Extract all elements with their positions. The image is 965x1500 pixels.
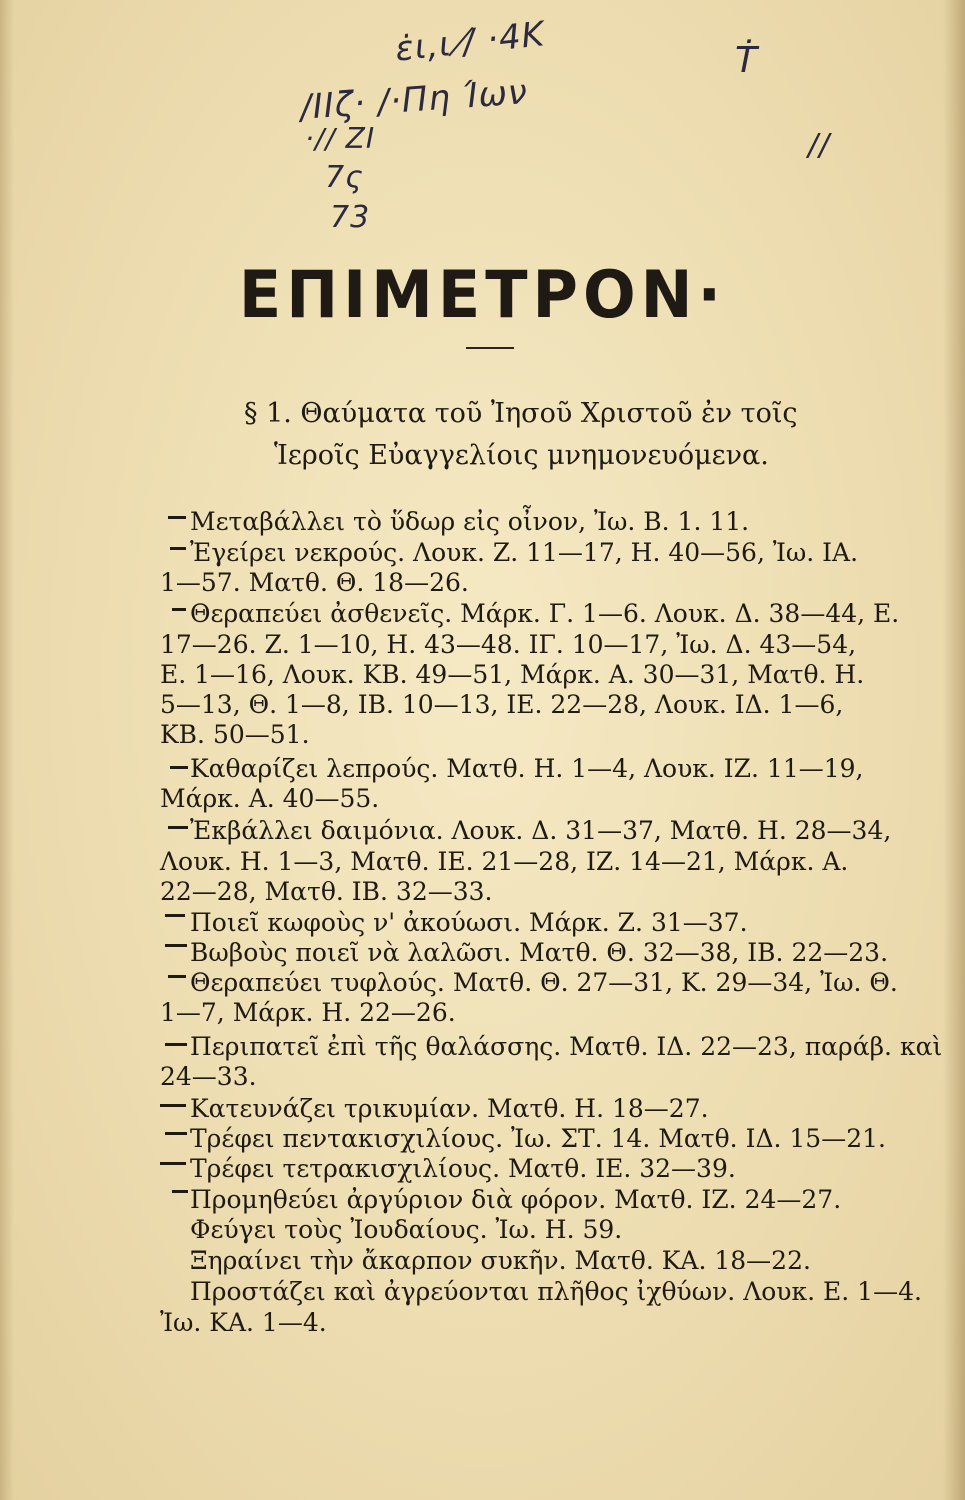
handwritten-note-2: /ΙΙζ· /·Πη Ίων [298,72,530,128]
text-line: Λουκ. Η. 1—3, Ματθ. ΙΕ. 21—28, ΙΖ. 14—21, Μάρκ. Α. [160,847,849,876]
text-line: 24—33. [160,1062,257,1091]
text-line: Τρέφει πεντακισχιλίους. Ἰω. ΣΤ. 14. Ματθ. ΙΔ. 15—21. [190,1124,886,1153]
text-line: Περιπατεῖ ἐπὶ τῆς θαλάσσης. Ματθ. ΙΔ. 22—23, παράβ. καὶ [190,1032,943,1061]
pen-dash-mark [160,1162,186,1165]
handwritten-note-3: ·// ΖΙ [305,122,376,155]
text-line: Ε. 1—16, Λουκ. ΚΒ. 49—51, Μάρκ. Α. 30—31, Ματθ. Η. [160,660,865,689]
pen-dash-mark [165,1043,187,1046]
pen-dash-mark [170,547,186,550]
pen-dash-mark [172,1190,188,1193]
pen-dash-mark [170,766,188,769]
text-line: Ποιεῖ κωφοὺς ν' ἀκούωσι. Μάρκ. Ζ. 31—37. [190,908,748,937]
section-title-line-2: Ἱεροῖς Εὐαγγελίοις μνημονευόμενα. [274,440,769,471]
text-line: 1—57. Ματθ. Θ. 18—26. [160,568,469,597]
handwritten-note-4: 7ς [325,160,364,195]
text-line: Καθαρίζει λεπρούς. Ματθ. Η. 1—4, Λουκ. ΙΖ. 11—19, [190,754,864,783]
section-title-line-1: § 1. Θαύματα τοῦ Ἰησοῦ Χριστοῦ ἐν τοῖς [244,398,798,429]
text-line: Θεραπεύει τυφλούς. Ματθ. Θ. 27—31, Κ. 29—34, Ἰω. Θ. [190,968,898,997]
pen-dash-mark [165,944,187,947]
pen-dash-mark [172,608,186,611]
pen-dash-mark [165,914,185,917]
handwritten-mark-right: Ṫ [735,40,758,81]
text-line: Ἰω. ΚΑ. 1—4. [160,1308,327,1337]
text-line: ΚΒ. 50—51. [160,720,310,749]
text-line: Ἐκβάλλει δαιμόνια. Λουκ. Δ. 31—37, Ματθ. Η. 28—34, [190,816,892,845]
text-line: Προμηθεύει ἀργύριον διὰ φόρον. Ματθ. ΙΖ. 24—27. [190,1185,842,1214]
page-edge-right [943,0,965,1500]
pen-dash-mark [168,826,188,829]
page-heading: ΕΠΙΜΕΤΡΟΝ· [238,256,727,333]
page-edge-left [0,0,14,1500]
text-line: Φεύγει τοὺς Ἰουδαίους. Ἰω. Η. 59. [190,1215,623,1244]
text-line: Ἐγείρει νεκρούς. Λουκ. Ζ. 11—17, Η. 40—56, Ἰω. ΙΑ. [190,538,859,567]
text-line: Μάρκ. Α. 40—55. [160,784,380,813]
text-line: 5—13, Θ. 1—8, ΙΒ. 10—13, ΙΕ. 22—28, Λουκ. ΙΔ. 1—6, [160,690,844,719]
text-line: Θεραπεύει ἀσθενεῖς. Μάρκ. Γ. 1—6. Λουκ. Δ. 38—44, Ε. [190,599,900,628]
pen-dash-mark [160,1104,186,1107]
text-line: 17—26. Ζ. 1—10, Η. 43—48. ΙΓ. 10—17, Ἰω. Δ. 43—54, [160,630,857,659]
text-line: Βωβοὺς ποιεῖ νὰ λαλῶσι. Ματθ. Θ. 32—38, ΙΒ. 22—23. [190,938,889,967]
handwritten-slash-mark: // [808,128,831,163]
text-line: Κατευνάζει τρικυμίαν. Ματθ. Η. 18—27. [190,1094,709,1123]
handwritten-note-1: ε̇ι,ι /̸ ·4Κ [393,14,547,70]
pen-dash-mark [168,975,186,978]
text-line: Προστάζει καὶ ἀγρεύονται πλῆθος ἰχθύων. Λουκ. Ε. 1—4. [190,1277,922,1306]
pen-dash-mark [165,1132,187,1135]
text-line: 1—7, Μάρκ. Η. 22—26. [160,998,456,1027]
handwritten-note-5: 73 [330,200,371,235]
text-line: Τρέφει τετρακισχιλίους. Ματθ. ΙΕ. 32—39. [190,1154,736,1183]
heading-rule [466,347,514,349]
pen-dash-mark [168,516,186,519]
text-line: Ξηραίνει τὴν ἄκαρπον συκῆν. Ματθ. ΚΑ. 18—22. [190,1246,811,1275]
text-line: 22—28, Ματθ. ΙΒ. 32—33. [160,877,493,906]
text-line: Μεταβάλλει τὸ ὕδωρ εἰς οἶνον, Ἰω. Β. 1. 11. [190,507,750,536]
